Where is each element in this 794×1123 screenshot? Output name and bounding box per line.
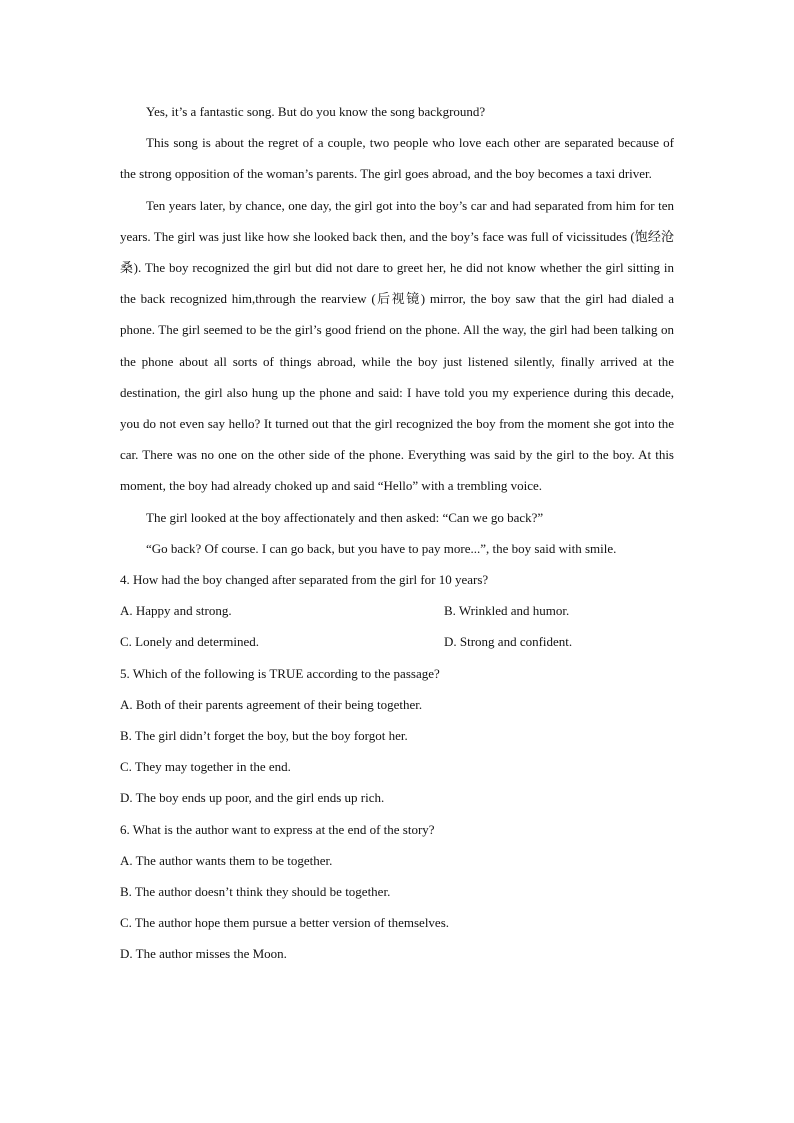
question-4-option-c: C. Lonely and determined. (120, 634, 259, 650)
question-4-option-b: B. Wrinkled and humor. (444, 603, 570, 619)
question-4 (120, 564, 674, 658)
question-4-stem: 4. How had the boy changed after separated from the girl for 10 years? (120, 572, 489, 588)
question-5 (120, 658, 674, 814)
passage-paragraph-5: “Go back? Of course. I can go back, but you have to pay more...”, the boy said with smile. (146, 540, 617, 556)
question-5-stem: 5. Which of the following is TRUE according to the passage? (120, 665, 440, 681)
question-6-stem: 6. What is the author want to express at the end of the story? (120, 821, 435, 837)
question-4-option-d: D. Strong and confident. (444, 634, 573, 650)
question-6-option-a: A. The author wants them to be together. (120, 852, 333, 868)
question-6 (120, 814, 674, 970)
question-4-option-a: A. Happy and strong. (120, 603, 232, 619)
question-4-options-row-2 (120, 626, 674, 657)
question-6-option-c: C. The author hope them pursue a better version of themselves. (120, 915, 450, 931)
passage-paragraph-1: Yes, it’s a fantastic song. But do you know the song background? (146, 104, 486, 119)
question-5-option-c: C. They may together in the end. (120, 759, 291, 775)
question-5-option-d: D. The boy ends up poor, and the girl ends up rich. (120, 790, 385, 806)
question-5-option-a: A. Both of their parents agreement of their being together. (120, 696, 423, 712)
passage-paragraph-3: Ten years later, by chance, one day, the girl got into the boy’s car and had separated from him for ten years. The girl was just like how she looked back then, and the boy’s face was full of vicissitudes (饱经沧桑). The boy recognized the girl but did not dare to greet her, he did not know whether the girl sitting in the back recognized him,through the rearview (后视镜) mirror, the boy saw that the girl had dialed a phone. The girl seemed to be the girl’s good friend on the phone. All the way, the girl had been talking on the phone about all sorts of things abroad, while the boy just listened silently, finally arrived at the destination, the girl also hung up the phone and said: I have told you my experience during this decade, you do not even say hello? It turned out that the girl recognized the boy from the moment she got into the car. There was no one on the other side of the phone. Everything was said by the girl to the boy. At this moment, the boy had already choked up and said “Hello” with a trembling voice. (120, 197, 674, 494)
question-6-option-b: B. The author doesn’t think they should be together. (120, 884, 391, 900)
question-4-options-row-1 (120, 595, 674, 626)
question-5-option-b: B. The girl didn’t forget the boy, but the boy forgot her. (120, 728, 408, 744)
document-page (120, 96, 674, 970)
question-6-option-d: D. The author misses the Moon. (120, 946, 287, 962)
passage-paragraph-2: This song is about the regret of a couple, two people who love each other are separated because of the strong opposition of the woman’s parents. The girl goes abroad, and the boy becomes a taxi driver. (120, 135, 674, 182)
passage-paragraph-4: The girl looked at the boy affectionately and then asked: “Can we go back?” (146, 509, 544, 525)
